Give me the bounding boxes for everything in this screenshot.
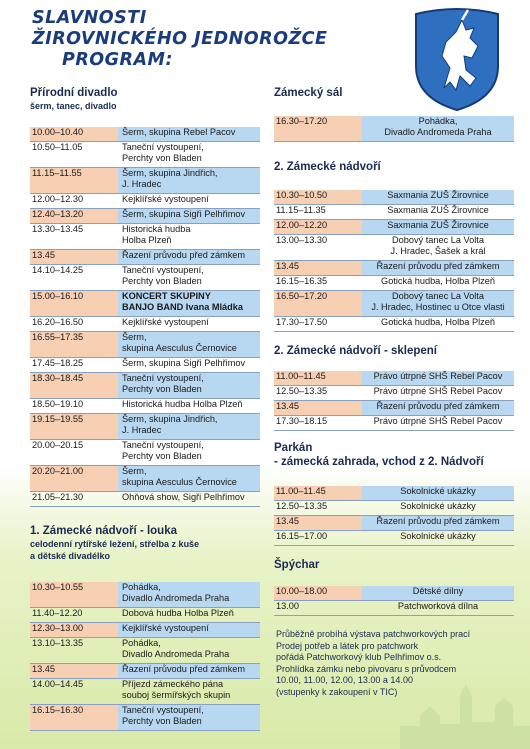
schedule-row: [30, 168, 260, 193]
event-cell: Taneční vystoupení, Perchty von Bladen: [122, 440, 204, 461]
event-cell: Gotická hudba, Holba Plzeň: [381, 276, 495, 286]
event-cell: Sokolnické ukázky: [362, 486, 514, 500]
time-cell: 13.00–13.30: [276, 235, 328, 245]
title-line-1: SLAVNOSTI: [32, 8, 147, 28]
schedule-row: [30, 265, 260, 290]
schedule-row: [30, 142, 260, 167]
time-cell: 14.10–14.25: [32, 265, 84, 275]
event-cell: Sokolnické ukázky: [400, 501, 476, 511]
time-cell: 11.15–11.55: [30, 168, 120, 193]
time-cell: 16.55–17.35: [30, 332, 120, 357]
schedule-row: [274, 386, 514, 400]
time-cell: 12.50–13.35: [276, 386, 328, 396]
section-louka: [30, 524, 260, 562]
event-cell: Dobová hudba Holba Plzeň: [122, 608, 234, 618]
section-title: Špýchar: [274, 559, 320, 571]
schedule-row: [30, 664, 260, 678]
event-cell: Taneční vystoupení, Perchty von Bladen: [122, 142, 204, 163]
schedule-row: [30, 608, 260, 622]
time-cell: 10.30–10.55: [30, 582, 120, 607]
event-cell: Řazení průvodu před zámkem: [118, 250, 260, 264]
time-cell: 13.00: [276, 601, 299, 611]
time-cell: 10.30–10.50: [274, 190, 364, 204]
schedule-row: [30, 209, 260, 223]
schedule-row: [274, 401, 514, 415]
event-cell: Šerm, skupina Jindřich, J. Hradec: [118, 168, 260, 193]
time-cell: 17.30–18.15: [276, 416, 328, 426]
event-cell: Právo útrpné SHŠ Rebel Pacov: [373, 416, 503, 426]
section-parkan: [274, 441, 514, 469]
castle-illustration: [400, 676, 530, 749]
time-cell: 13.45: [274, 261, 364, 275]
schedule-row: [274, 220, 514, 234]
time-cell: 13.10–13.35: [32, 638, 84, 648]
event-cell: Dobový tanec La Volta J. Hradec, Šašek a král: [390, 235, 486, 256]
event-cell: Saxmania ZUŠ Žirovnice: [362, 190, 514, 204]
title-line-2: ŽIROVNICKÉHO JEDNOROŽCE: [32, 29, 328, 49]
time-cell: 17.30–17.50: [276, 317, 328, 327]
schedule-row: [30, 358, 260, 372]
time-cell: 16.20–16.50: [32, 317, 84, 327]
section-title: Parkán: [274, 442, 313, 454]
event-cell: Pohádka, Divadlo Andromeda Praha: [122, 638, 230, 659]
schedule-row: [274, 531, 514, 545]
time-cell: 13.45: [274, 401, 364, 415]
time-cell: 13.45: [274, 516, 364, 530]
event-cell: Šerm, skupina Aesculus Černovice: [118, 332, 260, 357]
section-title: 2. Zámecké nádvoří - sklepení: [274, 345, 437, 357]
time-cell: 16.30–17.20: [274, 116, 364, 141]
schedule-row: [30, 679, 260, 704]
section-nadvori-2: [274, 160, 514, 174]
time-cell: 21.05–21.30: [32, 492, 84, 502]
time-cell: 19.15–19.55: [30, 414, 120, 439]
schedule-row: [274, 235, 514, 260]
schedule-row: [30, 317, 260, 331]
note-line: Průběžně probíhá výstava patchworkových prací: [276, 629, 471, 639]
note-line: (vstupenky k zakoupení v TIC): [276, 686, 398, 697]
time-cell: 16.15–16.35: [276, 276, 328, 286]
section-zamecky-sal: [274, 86, 514, 100]
event-cell: Dětské dílny: [362, 586, 514, 600]
schedule-row: [274, 371, 514, 385]
time-cell: 17.45–18.25: [32, 358, 84, 368]
event-cell: Taneční vystoupení, Perchty von Bladen: [122, 265, 204, 286]
event-cell: Šerm, skupina Sigři Pelhřimov: [118, 209, 260, 223]
event-cell: Historická hudba Holba Plzeň: [122, 399, 243, 409]
poster-title: [32, 8, 392, 71]
time-cell: 11.00–11.45: [274, 486, 364, 500]
event-cell: Sokolnické ukázky: [400, 531, 476, 541]
time-cell: 18.30–18.45: [30, 373, 120, 398]
schedule-row: [30, 373, 260, 398]
time-cell: 10.00–18.00: [274, 586, 364, 600]
schedule-row: [274, 205, 514, 219]
schedule-row: [274, 501, 514, 515]
section-title: 1. Zámecké nádvoří - louka: [30, 525, 178, 537]
event-cell: Kejklířské vystoupení: [122, 194, 209, 204]
event-cell: Taneční vystoupení, Perchty von Bladen: [118, 373, 260, 398]
event-cell: Kejklířské vystoupení: [118, 623, 260, 637]
event-cell: Patchworková dílna: [397, 601, 479, 611]
schedule-row: [274, 586, 514, 600]
schedule-row: [30, 582, 260, 607]
time-cell: 12.00–12.20: [274, 220, 364, 234]
schedule-row: [30, 194, 260, 208]
schedule-row: [30, 440, 260, 465]
event-cell: Šerm, skupina Jindřich, J. Hradec: [118, 414, 260, 439]
row-divider: [274, 615, 514, 616]
title-line-3: PROGRAM:: [62, 50, 173, 70]
row-divider: [30, 506, 260, 507]
time-cell: 18.50–19.10: [32, 399, 84, 409]
time-cell: 16.15–16.30: [30, 705, 120, 730]
event-cell: Šerm, skupina Aesculus Černovice: [118, 466, 260, 491]
time-cell: 12.40–13.20: [30, 209, 120, 223]
event-cell: Dobový tanec La Volta J. Hradec, Hostinec u Otce vlasti: [362, 291, 514, 316]
schedule-row: [274, 261, 514, 275]
time-cell: 13.45: [30, 664, 120, 678]
time-cell: 11.15–11.35: [276, 205, 326, 215]
time-cell: 11.40–12.20: [32, 608, 83, 618]
event-cell: Taneční vystoupení, Perchty von Bladen: [118, 705, 260, 730]
time-cell: 20.20–21.00: [30, 466, 120, 491]
row-divider: [274, 545, 514, 546]
section-subtitle: šerm, tanec, divadlo: [30, 101, 117, 111]
time-cell: 16.15–17.00: [276, 531, 328, 541]
time-cell: 10.50–11.05: [32, 142, 83, 152]
event-cell: Právo útrpné SHŠ Rebel Pacov: [362, 371, 514, 385]
schedule-row: [30, 466, 260, 491]
event-cell: Pohádka, Divadlo Andromeda Praha: [118, 582, 260, 607]
time-cell: 13.45: [30, 250, 120, 264]
event-cell: KONCERT SKUPINY BANJO BAND Ivana Mládka: [118, 291, 260, 316]
time-cell: 12.50–13.35: [276, 501, 328, 511]
schedule-row: [274, 416, 514, 430]
schedule-row: [274, 486, 514, 500]
schedule-row: [274, 190, 514, 204]
schedule-row: [274, 276, 514, 290]
section-spychar: [274, 558, 514, 572]
event-cell: Saxmania ZUŠ Žirovnice: [387, 205, 489, 215]
row-divider: [274, 430, 514, 431]
time-cell: 16.50–17.20: [274, 291, 364, 316]
section-title: 2. Zámecké nádvoří: [274, 161, 381, 173]
event-cell: Gotická hudba, Holba Plzeň: [381, 317, 495, 327]
event-cell: Pohádka, Divadlo Andromeda Praha: [362, 116, 514, 141]
schedule-row: [274, 516, 514, 530]
event-cell: Kejklířské vystoupení: [122, 317, 209, 327]
schedule-row: [30, 250, 260, 264]
time-cell: 20.00–20.15: [32, 440, 84, 450]
schedule-row: [30, 705, 260, 730]
event-cell: Saxmania ZUŠ Žirovnice: [362, 220, 514, 234]
schedule-row: [30, 638, 260, 663]
row-divider: [274, 331, 514, 332]
row-divider: [274, 141, 514, 142]
event-cell: Ohňová show, Sigři Pelhřimov: [122, 492, 245, 502]
time-cell: 10.00–10.40: [30, 127, 120, 141]
schedule-row: [30, 492, 260, 506]
schedule-row: [30, 623, 260, 637]
event-cell: Příjezd zámeckého pána souboj šermířských skupin: [122, 679, 231, 700]
event-cell: Šerm, skupina Rebel Pacov: [118, 127, 260, 141]
schedule-row: [274, 317, 514, 331]
note-line: Prohlídka zámku nebo pivovaru s průvodcem: [276, 663, 457, 674]
event-cell: Řazení průvodu před zámkem: [362, 516, 514, 530]
schedule-row: [274, 601, 514, 615]
note-line: 10.00, 11.00, 12.00, 13.00 a 14.00: [276, 675, 413, 685]
section-title: Zámecký sál: [274, 87, 343, 99]
time-cell: 12.30–13.00: [30, 623, 120, 637]
note-line: pořádá Patchworkový klub Pelhřimov o.s.: [276, 652, 442, 662]
time-cell: 11.00–11.45: [274, 371, 364, 385]
schedule-row: [30, 332, 260, 357]
section-subtitle: celodenní rytířské ležení, střelba z kuše a dětské divadélko: [30, 539, 200, 561]
time-cell: 12.00–12.30: [32, 194, 84, 204]
schedule-row: [30, 414, 260, 439]
section-title: Přírodní divadlo: [30, 87, 118, 99]
schedule-row: [274, 291, 514, 316]
schedule-row: [30, 291, 260, 316]
event-cell: Řazení průvodu před zámkem: [362, 401, 514, 415]
event-cell: Řazení průvodu před zámkem: [362, 261, 514, 275]
row-divider: [30, 730, 260, 731]
schedule-row: [30, 224, 260, 249]
time-cell: 14.00–14.45: [32, 679, 84, 689]
event-cell: Řazení průvodu před zámkem: [118, 664, 260, 678]
note-line: Prodej potřeb a látek pro patchwork: [276, 640, 419, 651]
time-cell: 15.00–16.10: [30, 291, 120, 316]
event-cell: Šerm, skupina Sigři Pelhřimov: [122, 358, 246, 368]
schedule-row: [274, 116, 514, 141]
schedule-row: [30, 399, 260, 413]
event-cell: Historická hudba Holba Plzeň: [122, 224, 191, 245]
section-subtitle: - zámecká zahrada, vchod z 2. Nádvoří: [274, 456, 484, 468]
event-cell: Právo útrpné SHŠ Rebel Pacov: [373, 386, 503, 396]
time-cell: 13.30–13.45: [32, 224, 84, 234]
section-prirodni-divadlo: [30, 86, 260, 112]
schedule-row: [30, 127, 260, 141]
section-sklepeni: [274, 344, 514, 358]
